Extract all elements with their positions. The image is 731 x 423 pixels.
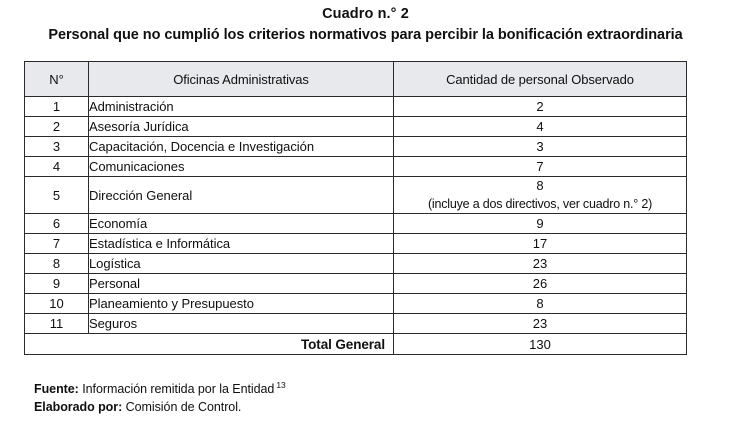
total-value: 130 xyxy=(394,334,687,355)
column-header-quantity: Cantidad de personal Observado xyxy=(394,62,687,97)
table-row xyxy=(25,314,687,334)
table-header xyxy=(25,62,687,97)
cell-office-name: Comunicaciones xyxy=(89,157,394,177)
cell-quantity: 17 xyxy=(394,234,687,254)
cell-office-name: Capacitación, Docencia e Investigación xyxy=(89,137,394,157)
page-subtitle: Personal que no cumplió los criterios normativos para percibir la bonificación extraordinaria xyxy=(48,27,683,43)
cell-quantity: 4 xyxy=(394,117,687,137)
cell-office-name: Asesoría Jurídica xyxy=(89,117,394,137)
source-reference-marker: 13 xyxy=(276,380,286,390)
cell-office-name: Planeamiento y Presupuesto xyxy=(89,294,394,314)
author-line xyxy=(34,398,286,416)
cell-quantity: 3 xyxy=(394,137,687,157)
source-line xyxy=(34,376,286,398)
quantity-note: (incluye a dos directivos, ver cuadro n.° 2) xyxy=(427,197,653,211)
cell-office-name: Seguros xyxy=(89,314,394,334)
table-row xyxy=(25,97,687,117)
cell-quantity: 26 xyxy=(394,274,687,294)
cell-office-name: Logística xyxy=(89,254,394,274)
total-label: Total General xyxy=(25,334,394,355)
table-row xyxy=(25,117,687,137)
cell-office-name: Dirección General xyxy=(89,177,394,214)
cell-quantity: 8 xyxy=(394,294,687,314)
table-header-row xyxy=(25,62,687,97)
table-container xyxy=(24,61,686,355)
column-header-number: N° xyxy=(25,62,89,97)
cell-quantity: 2 xyxy=(394,97,687,117)
cell-quantity xyxy=(394,177,687,214)
source-label: Fuente: xyxy=(34,382,79,397)
table-body xyxy=(25,97,687,355)
cell-row-number: 2 xyxy=(25,117,89,137)
cell-office-name: Estadística e Informática xyxy=(89,234,394,254)
author-text: Comisión de Control. xyxy=(125,400,242,415)
cell-quantity: 9 xyxy=(394,214,687,234)
cell-office-name: Personal xyxy=(89,274,394,294)
table-total-row xyxy=(25,334,687,355)
cell-row-number: 4 xyxy=(25,157,89,177)
quantity-value: 8 xyxy=(536,178,544,193)
source-text: Información remitida por la Entidad xyxy=(82,382,275,397)
cell-row-number: 11 xyxy=(25,314,89,334)
personnel-table xyxy=(24,61,687,355)
cell-office-name: Administración xyxy=(89,97,394,117)
title-block xyxy=(0,0,731,45)
cell-row-number: 6 xyxy=(25,214,89,234)
table-row xyxy=(25,177,687,214)
cell-row-number: 10 xyxy=(25,294,89,314)
cell-office-name: Economía xyxy=(89,214,394,234)
page-title: Cuadro n.° 2 xyxy=(322,6,409,22)
table-row xyxy=(25,274,687,294)
cell-row-number: 9 xyxy=(25,274,89,294)
cell-quantity: 23 xyxy=(394,314,687,334)
table-row xyxy=(25,294,687,314)
cell-row-number: 1 xyxy=(25,97,89,117)
cell-quantity: 7 xyxy=(394,157,687,177)
cell-row-number: 5 xyxy=(25,177,89,214)
cell-row-number: 3 xyxy=(25,137,89,157)
table-row xyxy=(25,137,687,157)
table-footnotes xyxy=(34,376,286,416)
column-header-office: Oficinas Administrativas xyxy=(89,62,394,97)
table-row xyxy=(25,157,687,177)
cell-quantity: 23 xyxy=(394,254,687,274)
quantity-with-note xyxy=(394,177,686,213)
table-row xyxy=(25,254,687,274)
table-row xyxy=(25,214,687,234)
author-label: Elaborado por: xyxy=(34,400,123,415)
cell-row-number: 8 xyxy=(25,254,89,274)
table-row xyxy=(25,234,687,254)
cell-row-number: 7 xyxy=(25,234,89,254)
